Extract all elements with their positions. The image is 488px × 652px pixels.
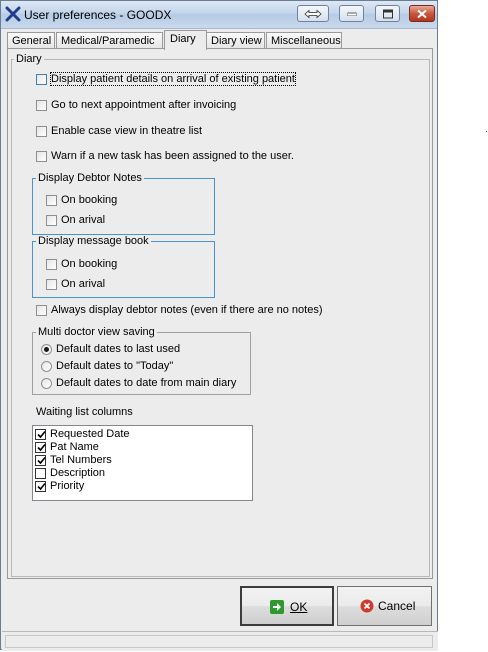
debtor-notes-on-arrival-checkbox[interactable]: [46, 215, 57, 226]
default-last-used-radio[interactable]: [41, 344, 52, 355]
debtor-notes-on-booking-checkbox[interactable]: [46, 195, 57, 206]
warn-new-task-checkbox[interactable]: [36, 151, 47, 162]
priority-label: Priority: [50, 480, 85, 492]
default-main-diary-radio[interactable]: [41, 378, 52, 389]
minimize-icon: [347, 12, 356, 16]
debtor-notes-groupbox: [32, 172, 215, 235]
cancel-label: Cancel: [378, 599, 416, 613]
stray-pixel: [486, 131, 487, 132]
debtor-notes-on-booking-label: On booking: [61, 194, 118, 206]
debtor-notes-on-arrival-label: On arival: [61, 214, 106, 226]
tab-diary-view[interactable]: Diary view: [206, 32, 265, 49]
checkmark-icon: [37, 456, 46, 465]
tel-numbers-checkbox[interactable]: [35, 455, 46, 466]
cancel-button[interactable]: [337, 586, 432, 626]
requested-date-checkbox[interactable]: [35, 429, 46, 440]
default-main-diary-label: Default dates to date from main diary: [56, 377, 237, 389]
warn-new-task-label: Warn if a new task has been assigned to the user.: [51, 150, 294, 162]
message-book-on-arrival-label: On arival: [61, 278, 106, 290]
message-book-on-booking-checkbox[interactable]: [46, 259, 57, 270]
tab-miscellaneous[interactable]: Miscellaneous: [266, 32, 342, 49]
display-patient-details-label: Display patient details on arrival of existing patient: [51, 73, 295, 85]
close-icon: [417, 9, 427, 18]
default-last-used-label: Default dates to last used: [56, 343, 181, 355]
checkmark-icon: [37, 430, 46, 439]
title-bar[interactable]: [1, 1, 437, 29]
always-display-debtor-notes-label: Always display debtor notes (even if there are no notes): [51, 304, 323, 316]
always-display-debtor-notes-checkbox[interactable]: [36, 305, 47, 316]
requested-date-label: Requested Date: [50, 428, 130, 440]
message-book-groupbox: [32, 235, 215, 298]
status-panel: [5, 635, 433, 648]
arrow-right-icon: [270, 600, 284, 614]
tab-general[interactable]: General: [7, 32, 55, 49]
checkmark-icon: [37, 482, 46, 491]
default-today-radio[interactable]: [41, 361, 52, 372]
checkmark-icon: [37, 443, 46, 452]
tab-diary[interactable]: Diary: [164, 30, 207, 50]
multi-doctor-title: Multi doctor view saving: [38, 326, 155, 338]
waiting-list-columns-listbox[interactable]: [32, 425, 253, 501]
waiting-list-title: Waiting list columns: [36, 406, 133, 418]
display-patient-details-checkbox[interactable]: [36, 74, 47, 85]
priority-checkbox[interactable]: [35, 481, 46, 492]
pat-name-checkbox[interactable]: [35, 442, 46, 453]
message-book-on-booking-label: On booking: [61, 258, 118, 270]
pat-name-label: Pat Name: [50, 441, 99, 453]
status-bar: [2, 631, 438, 651]
tel-numbers-label: Tel Numbers: [50, 454, 112, 466]
diary-group-title: Diary: [16, 53, 42, 65]
case-view-label: Enable case view in theatre list: [51, 125, 203, 137]
debtor-notes-title: Display Debtor Notes: [38, 172, 142, 184]
double-arrow-icon: [304, 9, 322, 18]
next-appointment-checkbox[interactable]: [36, 100, 47, 111]
default-today-label: Default dates to "Today": [56, 360, 174, 372]
window-title: User preferences - GOODX: [24, 8, 172, 22]
ok-label: OK: [290, 600, 308, 614]
tab-medical-paramedic[interactable]: Medical/Paramedic: [56, 32, 163, 49]
minimize-button[interactable]: [339, 5, 364, 22]
maximize-icon: [383, 9, 393, 18]
next-appointment-label: Go to next appointment after invoicing: [51, 99, 237, 111]
goodx-logo-icon: [5, 6, 21, 22]
description-label: Description: [50, 467, 106, 479]
case-view-checkbox[interactable]: [36, 126, 47, 137]
restore-arrows-button[interactable]: [297, 5, 329, 22]
maximize-button[interactable]: [375, 5, 400, 22]
close-button[interactable]: [409, 5, 435, 22]
message-book-on-arrival-checkbox[interactable]: [46, 279, 57, 290]
ok-button[interactable]: [240, 586, 334, 626]
description-checkbox[interactable]: [35, 468, 46, 479]
cancel-icon: [360, 599, 374, 613]
message-book-title: Display message book: [38, 235, 149, 247]
